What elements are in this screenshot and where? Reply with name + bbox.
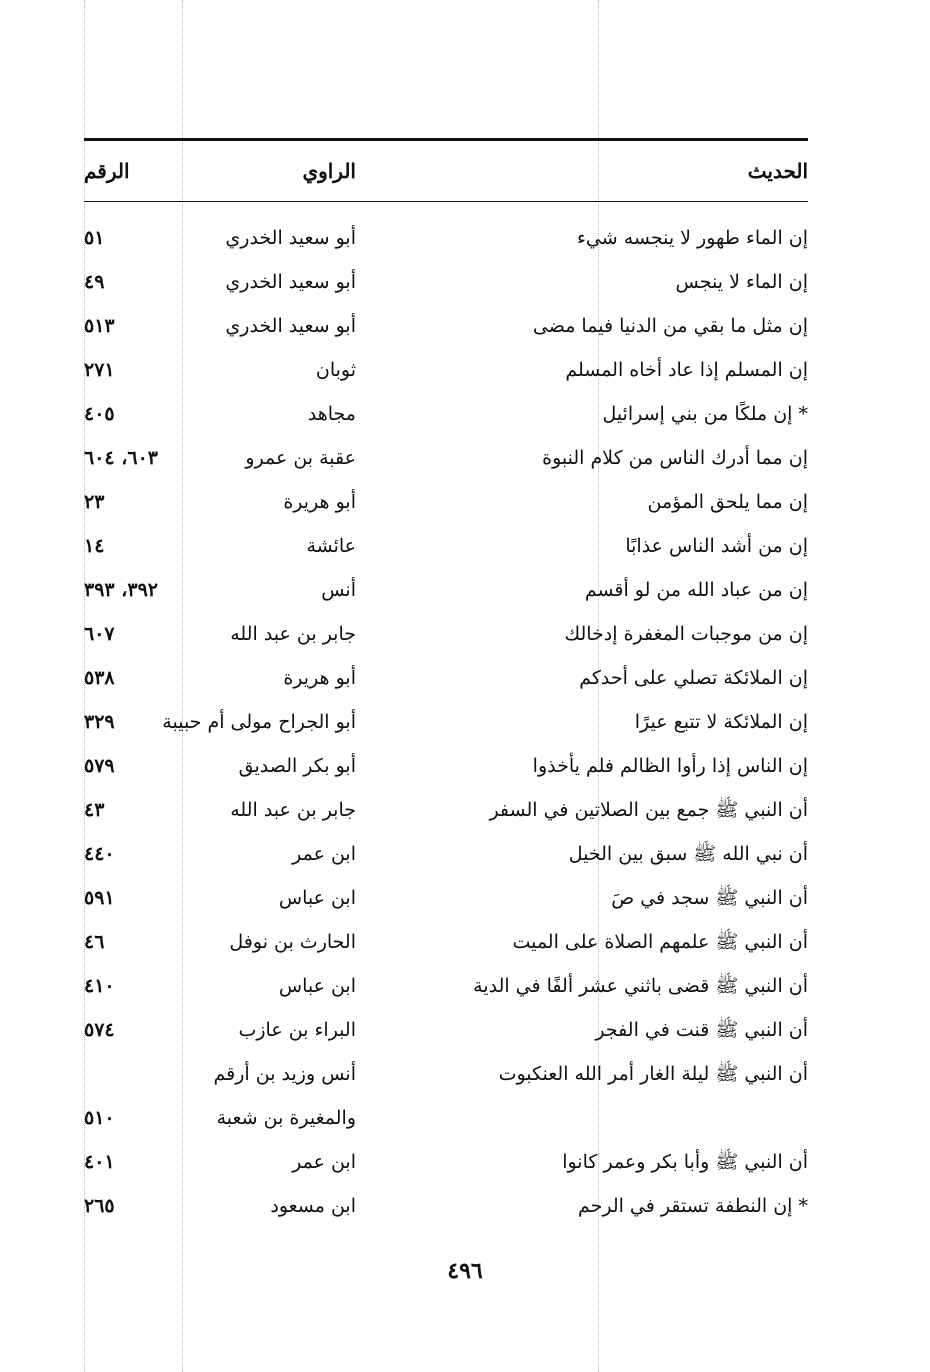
hadith-text: أن النبي ﷺ ليلة الغار أمر الله العنكبوت (498, 1063, 808, 1085)
hadith-text: إن الملائكة لا تتبع عيرًا (634, 711, 808, 733)
table-row (84, 260, 808, 304)
table-row (84, 1096, 808, 1140)
hadith-text: * إن ملكًا من بني إسرائيل (602, 403, 808, 425)
table-row (84, 304, 808, 348)
hadith-text: أن النبي ﷺ علمهم الصلاة على الميت (512, 931, 808, 953)
page-number: ٤٩٦ (447, 1258, 483, 1284)
narrator-name: والمغيرة بن شعبة (216, 1107, 356, 1129)
table-row (84, 348, 808, 392)
hadith-text: إن مثل ما بقي من الدنيا فيما مضى (532, 315, 808, 337)
narrator-name: أبو هريرة (283, 667, 356, 689)
hadith-text: إن الماء لا ينجس (675, 271, 808, 293)
narrator-name: أبو بكر الصديق (238, 755, 356, 777)
narrator-name: أنس وزيد بن أرقم (213, 1063, 356, 1085)
narrator-name: ابن مسعود (270, 1195, 356, 1217)
table-row (84, 1140, 808, 1184)
hadith-number: ٤٣ (84, 799, 105, 821)
hadith-text: إن مما أدرك الناس من كلام النبوة (542, 447, 808, 469)
hadith-number: ٦٠٧ (84, 623, 115, 645)
table-row (84, 744, 808, 788)
hadith-number: ٥١ (84, 227, 105, 249)
hadith-text: إن من موجبات المغفرة إدخالك (564, 623, 808, 645)
hadith-text: أن النبي ﷺ سجد في صَ (611, 887, 808, 909)
narrator-name: ابن عباس (278, 887, 356, 909)
narrator-name: عقبة بن عمرو (245, 447, 356, 469)
index-table (84, 138, 808, 1228)
hadith-text: إن من عباد الله من لو أقسم (584, 579, 808, 601)
hadith-number: ١٤ (84, 535, 105, 557)
table-row (84, 1184, 808, 1228)
narrator-name: جابر بن عبد الله (230, 799, 356, 821)
hadith-number: ٥٩١ (84, 887, 115, 909)
table-row (84, 700, 808, 744)
table-row (84, 656, 808, 700)
narrator-name: جابر بن عبد الله (230, 623, 356, 645)
narrator-name: ابن عمر (292, 1151, 356, 1173)
header-number: الرقم (84, 159, 130, 183)
hadith-number: ٥١٠ (84, 1107, 115, 1129)
table-row (84, 920, 808, 964)
table-body (84, 216, 808, 1228)
hadith-number: ٣٩٢، ٣٩٣ (84, 579, 158, 601)
table-header (84, 141, 808, 201)
table-row (84, 568, 808, 612)
narrator-name: عائشة (306, 535, 356, 557)
table-row (84, 788, 808, 832)
hadith-text: إن الملائكة تصلي على أحدكم (579, 667, 808, 689)
hadith-number: ٥٧٩ (84, 755, 115, 777)
narrator-name: البراء بن عازب (238, 1019, 356, 1041)
narrator-name: ابن عباس (278, 975, 356, 997)
table-row (84, 832, 808, 876)
table-row (84, 876, 808, 920)
hadith-text: أن النبي ﷺ وأبا بكر وعمر كانوا (562, 1151, 808, 1173)
hadith-text: أن النبي ﷺ قنت في الفجر (595, 1019, 808, 1041)
hadith-text: إن من أشد الناس عذابًا (625, 535, 808, 557)
hadith-text: أن النبي ﷺ قضى باثني عشر ألفًا في الدية (473, 975, 808, 997)
narrator-name: أبو سعيد الخدري (225, 227, 356, 249)
hadith-number: ٢٧١ (84, 359, 115, 381)
narrator-name: أبو الجراح مولى أم حبيبة (162, 711, 356, 733)
hadith-text: إن المسلم إذا عاد أخاه المسلم (565, 359, 808, 381)
hadith-number: ٤٠١ (84, 1151, 115, 1173)
narrator-name: أبو سعيد الخدري (225, 271, 356, 293)
hadith-text: إن مما يلحق المؤمن (647, 491, 808, 513)
hadith-number: ٦٠٣، ٦٠٤ (84, 447, 158, 469)
table-row (84, 1052, 808, 1096)
table-row (84, 1008, 808, 1052)
table-row (84, 436, 808, 480)
hadith-number: ٤١٠ (84, 975, 115, 997)
header-rawi: الراوي (302, 159, 356, 183)
hadith-number: ٤٦ (84, 931, 105, 953)
hadith-text: أن النبي ﷺ جمع بين الصلاتين في السفر (489, 799, 808, 821)
hadith-number: ٢٣ (84, 491, 105, 513)
hadith-text: إن الناس إذا رأوا الظالم فلم يأخذوا (532, 755, 808, 777)
header-hadith: الحديث (747, 159, 808, 183)
narrator-name: ابن عمر (292, 843, 356, 865)
hadith-number: ٢٦٥ (84, 1195, 115, 1217)
hadith-text: * إن النطفة تستقر في الرحم (577, 1195, 808, 1217)
table-row (84, 524, 808, 568)
hadith-number: ٥٧٤ (84, 1019, 115, 1041)
hadith-number: ٤٩ (84, 271, 105, 293)
narrator-name: الحارث بن نوفل (229, 931, 356, 953)
hadith-text: أن نبي الله ﷺ سبق بين الخيل (568, 843, 808, 865)
narrator-name: أنس (321, 579, 356, 601)
narrator-name: مجاهد (307, 403, 356, 425)
table-row (84, 392, 808, 436)
hadith-number: ٥٣٨ (84, 667, 115, 689)
hadith-number: ٣٢٩ (84, 711, 115, 733)
hadith-number: ٤٠٥ (84, 403, 115, 425)
table-row (84, 480, 808, 524)
narrator-name: ثوبان (315, 359, 356, 381)
table-row (84, 216, 808, 260)
header-rule (84, 201, 808, 202)
hadith-text: إن الماء طهور لا ينجسه شيء (576, 227, 808, 249)
table-row (84, 964, 808, 1008)
hadith-number: ٥١٣ (84, 315, 115, 337)
hadith-number: ٤٤٠ (84, 843, 115, 865)
narrator-name: أبو سعيد الخدري (225, 315, 356, 337)
narrator-name: أبو هريرة (283, 491, 356, 513)
table-row (84, 612, 808, 656)
